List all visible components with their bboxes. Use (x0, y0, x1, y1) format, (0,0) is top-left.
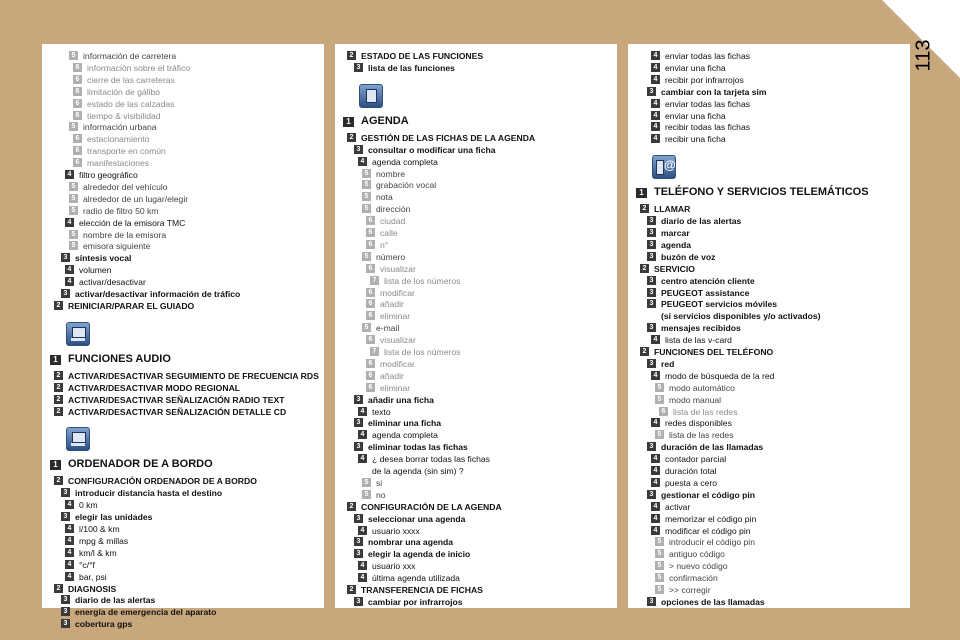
entry-text: FUNCIONES DEL TELÉFONO (654, 347, 774, 357)
level-badge: 4 (651, 454, 660, 463)
level-badge: 4 (65, 218, 74, 227)
entry-text: agenda completa (372, 156, 438, 167)
entry-text: e-mail (376, 323, 400, 334)
level-badge: 3 (354, 145, 363, 154)
level-badge: 4 (651, 526, 660, 535)
entry-text: redes disponibles (665, 418, 732, 429)
level-badge: 3 (647, 299, 656, 308)
level-badge: 2 (347, 51, 356, 60)
level-badge: 7 (370, 276, 379, 285)
entry-text: contador parcial (665, 454, 727, 465)
level-badge: 5 (655, 430, 664, 439)
entry-text: grabación vocal (376, 180, 437, 191)
entry-text: TRANSFERENCIA DE FICHAS (361, 585, 483, 595)
entry-text: usuario xxx (372, 561, 416, 572)
level-badge: 3 (647, 252, 656, 261)
level-badge: 3 (647, 288, 656, 297)
level-badge: 6 (73, 75, 82, 84)
level-badge: 3 (354, 514, 363, 523)
level-badge: 5 (362, 180, 371, 189)
level-badge: 4 (651, 134, 660, 143)
entry-text: emisora siguiente (83, 241, 151, 252)
level-badge: 6 (366, 335, 375, 344)
level-badge: 1 (50, 355, 61, 365)
level-badge: 4 (358, 454, 367, 463)
entry-text: modificar (380, 358, 415, 369)
level-badge: 3 (61, 595, 70, 604)
level-badge: 5 (655, 573, 664, 582)
entry-text: antiguo código (669, 549, 725, 560)
icon-part (72, 432, 86, 443)
level-badge: 2 (347, 133, 356, 142)
entry-text: cambiar con la tarjeta sim (661, 86, 767, 97)
icon-part (366, 89, 377, 103)
entry-text: buzón de voz (661, 251, 716, 262)
level-badge: 6 (366, 216, 375, 225)
entry-text: ACTIVAR/DESACTIVAR SEÑALIZACIÓN RADIO TEXT (68, 394, 285, 405)
entry-text: volumen (79, 265, 112, 276)
entry-text: lista de las redes (669, 430, 734, 441)
entry-text: nota (376, 192, 393, 203)
level-badge: 6 (366, 299, 375, 308)
entry-text: activar/desactivar (79, 277, 146, 288)
level-badge: 4 (358, 561, 367, 570)
level-badge: 4 (651, 514, 660, 523)
entry-text: centro atención cliente (661, 275, 755, 286)
level-badge: 4 (651, 335, 660, 344)
entry-text: cierre de las carreteras (87, 74, 175, 85)
entry-text: nombre (376, 168, 406, 179)
level-badge: 6 (366, 371, 375, 380)
level-badge: 2 (54, 301, 63, 310)
level-badge: 4 (65, 560, 74, 569)
level-badge: 3 (647, 442, 656, 451)
page-number: 113 (912, 39, 935, 72)
level-badge: 3 (354, 549, 363, 558)
level-badge: 2 (54, 371, 63, 380)
level-badge: 6 (73, 111, 82, 120)
entry-text: introducir el código pin (669, 537, 755, 548)
level-badge: 6 (366, 264, 375, 273)
level-badge: 3 (354, 395, 363, 404)
level-badge: 4 (651, 466, 660, 475)
entry-text: CONFIGURACIÓN DE LA AGENDA (361, 501, 502, 512)
entry-text: ¿ desea borrar todas las fichas (372, 454, 490, 465)
entry-text: duración total (665, 466, 717, 476)
level-badge: 4 (651, 99, 660, 108)
level-badge: 2 (54, 584, 63, 593)
level-badge: 5 (69, 122, 78, 131)
entry-text: alrededor del vehículo (83, 181, 168, 192)
entry-text: ciudad (380, 216, 406, 227)
entry-text: mpg & millas (79, 535, 129, 546)
level-badge: 3 (61, 512, 70, 521)
level-badge: 4 (651, 75, 660, 84)
level-badge: 3 (647, 276, 656, 285)
level-badge: 4 (651, 63, 660, 72)
icon-part (72, 327, 86, 338)
level-badge: 4 (358, 430, 367, 439)
entry-text: elección de la emisora TMC (79, 217, 186, 228)
level-badge: 5 (362, 323, 371, 332)
entry-text: radio de filtro 50 km (83, 205, 159, 216)
entry-text: energía de emergencia del aparato (75, 607, 217, 618)
icon-part: @ (664, 158, 676, 173)
level-badge: 4 (65, 170, 74, 179)
entry-text: km/l & km (79, 547, 117, 558)
entry-text: modo automático (669, 382, 735, 393)
level-badge: 3 (647, 240, 656, 249)
level-badge: 4 (65, 572, 74, 581)
entry-text: enviar todas las fichas (665, 51, 751, 61)
entry-text: lista de las funciones (368, 62, 455, 73)
level-badge: 6 (73, 146, 82, 155)
entry-text: TELÉFONO Y SERVICIOS TELEMÁTICOS (654, 186, 869, 199)
level-badge: 3 (61, 488, 70, 497)
level-badge: 6 (73, 99, 82, 108)
entry-text: ESTADO DE LAS FUNCIONES (361, 51, 484, 61)
level-badge: 4 (65, 536, 74, 545)
entry-text: modificar (380, 287, 415, 298)
entry-text: dirección (376, 204, 411, 215)
level-badge: 4 (651, 51, 660, 60)
level-badge: 5 (69, 182, 78, 191)
entry-text: opciones de las llamadas (661, 596, 765, 607)
level-badge: 4 (65, 548, 74, 557)
level-badge: 2 (54, 383, 63, 392)
entry-text: última agenda utilizada (372, 573, 460, 584)
entry-text: tiempo & visibilidad (87, 110, 161, 121)
entry-text: AGENDA (361, 114, 409, 127)
entry-text: texto (372, 406, 391, 417)
entry-text: enviar una ficha (665, 110, 726, 121)
level-badge: 3 (647, 359, 656, 368)
entry-text: agenda completa (372, 430, 438, 441)
index-column-2 (335, 44, 617, 608)
entry-text: elegir las unidades (75, 512, 153, 523)
level-badge: 2 (640, 264, 649, 273)
level-badge: 3 (354, 597, 363, 606)
entry-text: lista de los números (384, 275, 461, 286)
computer-icon (66, 427, 90, 451)
level-badge: 5 (655, 537, 664, 546)
entry-text: ACTIVAR/DESACTIVAR SEGUIMIENTO DE FRECUENCIA RDS (68, 370, 319, 381)
entry-text: confirmación (669, 573, 718, 584)
entry-text: GESTIÓN DE LAS FICHAS DE LA AGENDA (361, 132, 536, 143)
entry-text: ACTIVAR/DESACTIVAR SEÑALIZACIÓN DETALLE CD (68, 406, 287, 417)
entry-text: filtro geográfico (79, 170, 138, 180)
icon-part (656, 160, 664, 175)
level-badge: 5 (362, 192, 371, 201)
entry-text: alrededor de un lugar/elegir (83, 193, 189, 204)
entry-text: lista de las v-card (665, 335, 732, 346)
entry-text: limitación de gálibo (87, 86, 161, 97)
level-badge: 4 (651, 371, 660, 380)
level-badge: 6 (366, 228, 375, 237)
entry-text: eliminar (380, 311, 411, 322)
level-badge: 3 (61, 253, 70, 262)
level-badge: 3 (647, 216, 656, 225)
level-badge: 3 (354, 442, 363, 451)
entry-text: modo de búsqueda de la red (665, 370, 775, 381)
entry-text: l/100 & km (79, 524, 120, 534)
level-badge: 3 (61, 607, 70, 616)
entry-text: lista de los números (384, 347, 461, 357)
level-badge: 4 (651, 122, 660, 131)
level-badge: 2 (640, 204, 649, 213)
entry-text: puesta a cero (665, 477, 718, 488)
entry-text: >> corregir (669, 585, 711, 595)
entry-text: REINICIAR/PARAR EL GUIADO (68, 300, 195, 311)
entry-text: estado de las calzadas (87, 98, 175, 109)
entry-text: nombre de la emisora (83, 229, 167, 240)
level-badge: 5 (69, 194, 78, 203)
level-badge: 2 (54, 395, 63, 404)
entry-text: información sobre el tráfico (87, 62, 191, 73)
level-badge: 3 (61, 619, 70, 628)
entry-text: activar (665, 501, 691, 512)
level-badge: 2 (640, 347, 649, 356)
level-badge: 6 (73, 87, 82, 96)
entry-text: red (661, 358, 675, 369)
entry-text: diario de las alertas (75, 595, 156, 606)
entry-text: elegir la agenda de inicio (368, 549, 471, 560)
entry-text: bar, psi (79, 571, 107, 582)
level-badge: 1 (50, 460, 61, 470)
level-badge: 2 (347, 502, 356, 511)
entry-text: número (376, 251, 406, 262)
level-badge: 5 (69, 241, 78, 250)
level-badge: 5 (69, 230, 78, 239)
entry-text: añadir (380, 299, 404, 310)
entry-text: cobertura gps (75, 619, 133, 630)
entry-text: no (376, 489, 386, 500)
entry-text: calle (380, 228, 398, 238)
telephone-icon (652, 155, 676, 179)
level-badge: 2 (54, 476, 63, 485)
level-badge: 5 (362, 169, 371, 178)
level-badge: 6 (366, 288, 375, 297)
entry-text: eliminar (380, 382, 411, 393)
entry-text: °c/°f (79, 559, 95, 570)
level-badge: 4 (651, 478, 660, 487)
level-badge: 7 (370, 347, 379, 356)
index-column-3 (628, 44, 910, 608)
entry-text: ACTIVAR/DESACTIVAR MODO REGIONAL (68, 382, 241, 393)
entry-text: DIAGNOSIS (68, 583, 117, 594)
level-badge: 5 (69, 51, 78, 60)
entry-text: transporte en común (87, 146, 166, 157)
entry-text: memorizar el código pin (665, 513, 757, 524)
level-badge: 5 (362, 204, 371, 213)
level-badge: 6 (366, 359, 375, 368)
entry-text: duración de las llamadas (661, 442, 764, 453)
entry-text: consultar o modificar una ficha (368, 144, 496, 155)
level-badge: 5 (362, 490, 371, 499)
entry-text: información urbana (83, 122, 157, 133)
level-badge: 5 (655, 395, 664, 404)
level-badge: 4 (65, 277, 74, 286)
level-badge: 5 (69, 206, 78, 215)
entry-text: enviar todas las fichas (665, 98, 751, 109)
level-badge: 4 (65, 500, 74, 509)
level-badge: 6 (366, 240, 375, 249)
entry-text: visualizar (380, 335, 416, 346)
entry-text: si (376, 477, 383, 488)
entry-text: nombrar una agenda (368, 537, 453, 548)
entry-text: lista de las redes (673, 406, 738, 417)
level-badge: 5 (655, 561, 664, 570)
entry-text: recibir todas las fichas (665, 122, 751, 133)
entry-text: recibir una ficha (665, 134, 726, 145)
level-badge: 6 (73, 63, 82, 72)
entry-text: añadir una ficha (368, 394, 434, 405)
level-badge: 3 (647, 228, 656, 237)
entry-text: información de carretera (83, 51, 177, 61)
level-badge: 5 (362, 478, 371, 487)
level-badge: 5 (655, 549, 664, 558)
level-badge: 1 (636, 188, 647, 198)
entry-text: ORDENADOR DE A BORDO (68, 458, 213, 471)
level-badge: 3 (647, 597, 656, 606)
level-badge: 3 (647, 87, 656, 96)
audio-icon (66, 322, 90, 346)
level-badge: 3 (354, 537, 363, 546)
icon-part (71, 338, 85, 341)
level-badge: 4 (651, 111, 660, 120)
level-badge: 5 (655, 585, 664, 594)
level-badge: 3 (354, 418, 363, 427)
level-badge: 4 (358, 407, 367, 416)
level-badge: 6 (73, 134, 82, 143)
icon-part (71, 443, 85, 446)
entry-text: gestionar el código pin (661, 489, 756, 500)
level-badge: 4 (65, 524, 74, 533)
entry-text: PEUGEOT assistance (661, 287, 750, 298)
entry-text: usuario xxxx (372, 525, 420, 536)
entry-text: estacionamiento (87, 134, 150, 145)
level-badge: 3 (61, 289, 70, 298)
entry-text: añadir (380, 370, 404, 381)
entry-text: eliminar todas las fichas (368, 442, 468, 453)
entry-text: mensajes recibidos (661, 323, 741, 334)
index-column-1 (42, 44, 324, 630)
entry-text: eliminar una ficha (368, 418, 442, 429)
entry-text: PEUGEOT servicios móviles (661, 299, 778, 310)
entry-text: marcar (661, 228, 690, 238)
entry-text: n° (380, 239, 389, 250)
level-badge: 4 (358, 573, 367, 582)
entry-text: recibir por infrarrojos (665, 74, 744, 85)
entry-text: manifestaciones (87, 158, 150, 169)
level-badge: 3 (647, 323, 656, 332)
entry-text: agenda (661, 239, 692, 250)
level-badge: 4 (358, 526, 367, 535)
entry-text: de la agenda (sin sim) ? (372, 466, 464, 476)
entry-text: cambiar por infrarrojos (368, 596, 463, 607)
entry-text: modo manual (669, 394, 722, 405)
level-badge: 6 (366, 383, 375, 392)
agenda-icon (359, 84, 383, 108)
level-badge: 6 (73, 158, 82, 167)
entry-text: FUNCIONES AUDIO (68, 352, 171, 365)
entry-text: enviar una ficha (665, 62, 726, 73)
level-badge: 4 (358, 157, 367, 166)
entry-text: visualizar (380, 263, 416, 274)
entry-text: (si servicios disponibles y/o activados) (661, 311, 821, 322)
level-badge: 3 (354, 63, 363, 72)
level-badge: 6 (366, 311, 375, 320)
entry-text: activar/desactivar información de tráfico (75, 289, 241, 299)
level-badge: 4 (65, 265, 74, 274)
entry-text: síntesis vocal (75, 253, 132, 264)
level-badge: 5 (655, 383, 664, 392)
entry-text: diario de las alertas (661, 216, 742, 227)
level-badge: 2 (347, 585, 356, 594)
level-badge: 5 (362, 252, 371, 261)
level-badge: 4 (651, 502, 660, 511)
entry-text: SERVICIO (654, 263, 695, 274)
entry-text: 0 km (79, 500, 98, 511)
entry-text: seleccionar una agenda (368, 513, 466, 524)
entry-text: LLAMAR (654, 204, 691, 215)
entry-text: modificar el código pin (665, 525, 751, 536)
level-badge: 6 (659, 407, 668, 416)
entry-text: introducir distancia hasta el destino (75, 488, 223, 499)
level-badge: 1 (343, 117, 354, 127)
level-badge: 4 (651, 418, 660, 427)
level-badge: 2 (54, 407, 63, 416)
entry-text: > nuevo código (669, 561, 728, 572)
level-badge: 3 (647, 490, 656, 499)
entry-text: CONFIGURACIÓN ORDENADOR DE A BORDO (68, 476, 257, 487)
